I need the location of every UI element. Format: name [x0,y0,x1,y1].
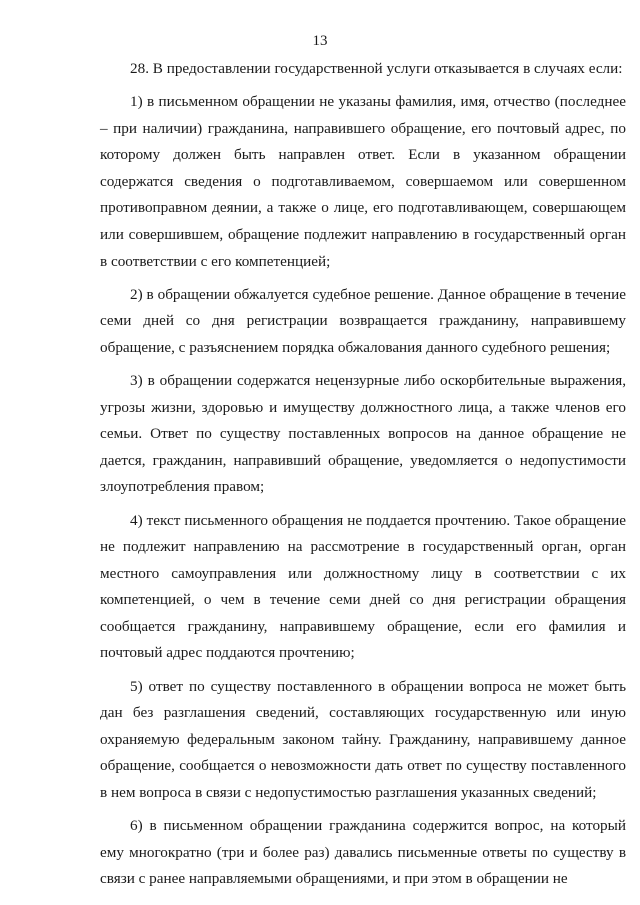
paragraph-item-28: 28. В предоставлении государственной услуги отказывается в случаях если: [130,60,623,77]
paragraph-subitem-2: 2) в обращении обжалуется судебное решение. Данное обращение в течение семи дней со дня регистрации возвращается гражданину, направившему обращение, с разъяснением порядка обжалования данного судебного решения; [100,285,626,356]
document-body [100,56,626,893]
page-number: 13 [312,33,328,49]
paragraph-subitem-1: 1) в письменном обращении не указаны фамилия, имя, отчество (последнее – при наличии) гражданина, направившего обращение, его почтовый адрес, по которому должен быть направлен ответ. Если в указанном обращении содержатся сведения о подготавливаемом, совершаемом или совершенном противоправном деянии, а также о лице, его подготавливающем, совершающем или совершившем, обращение подлежит направлению в государственный орган в соответствии с его компетенцией; [100,93,626,270]
paragraph-subitem-5: 5) ответ по существу поставленного в обращении вопроса не может быть дан без разглашения сведений, составляющих государственную или иную охраняемую федеральным законом тайну. Гражданину, направившему данное обращение, сообщается о невозможности дать ответ по существу поставленного в нем вопроса в связи с недопустимостью разглашения указанных сведений; [100,677,626,801]
paragraph-subitem-4: 4) текст письменного обращения не поддается прочтению. Такое обращение не подлежит направлению на рассмотрение в государственный орган, орган местного самоуправления или должностному лицу в соответствии с их компетенцией, о чем в течение семи дней со дня регистрации обращения сообщается гражданину, направившему обращение, если его фамилия и почтовый адрес поддаются прочтению; [100,511,626,662]
paragraph-subitem-6: 6) в письменном обращении гражданина содержится вопрос, на который ему многократно (три и более раз) давались письменные ответы по существу в связи с ранее направляемыми обращениями, и при этом в обращении не [100,817,626,888]
paragraph-subitem-3: 3) в обращении содержатся нецензурные либо оскорбительные выражения, угрозы жизни, здоровью и имуществу должностного лица, а также членов его семьи. Ответ по существу поставленных вопросов на данное обращение не дается, гражданин, направивший обращение, уведомляется о недопустимости злоупотребления правом; [100,372,626,496]
